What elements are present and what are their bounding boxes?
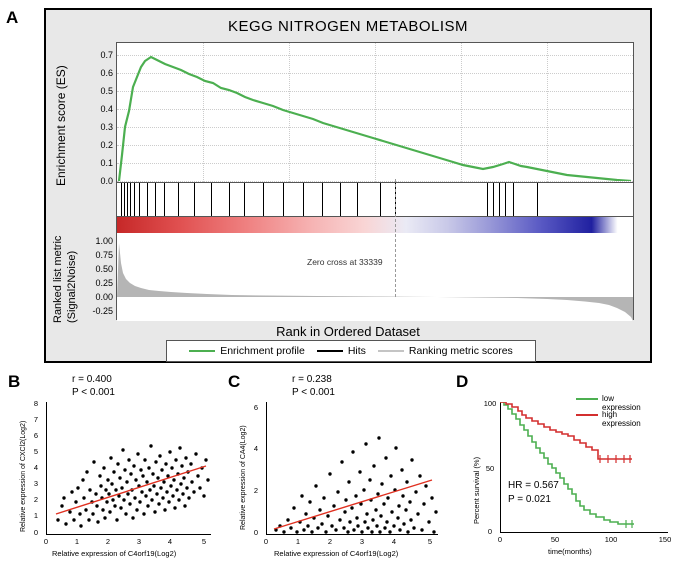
ranking-metric-scores [117, 233, 633, 321]
panel-b-ytick-8: 8 [33, 399, 39, 408]
panel-b-scatter [46, 402, 214, 536]
panel-c-y-axis-title: Relative expression of CA4(Log2) [240, 425, 247, 530]
panel-b-ytick-0: 0 [33, 528, 39, 537]
panel-b [8, 372, 218, 567]
panel-c-xtick-0: 0 [263, 537, 269, 546]
panel-c-scatter [266, 402, 440, 536]
legend-swatch-low-expression [576, 398, 598, 400]
panel-c-xtick-5: 5 [427, 537, 433, 546]
panel-d-xtick-100: 100 [604, 535, 618, 544]
panel-b-xtick-1: 1 [74, 537, 80, 546]
panel-b-ytick-7: 7 [33, 415, 39, 424]
gsea-title: KEGG NITROGEN METABOLISM [227, 18, 469, 35]
legend-swatch-enrichment-profile [189, 350, 215, 352]
panel-b-ytick-2: 2 [33, 495, 39, 504]
panel-b-x-axis-title: Relative expression of C4orf19(Log2) [52, 549, 177, 558]
legend-label-hits: Hits [347, 345, 366, 357]
panel-b-xtick-3: 3 [136, 537, 142, 546]
legend-item-ranking-metric [378, 345, 513, 357]
legend-item-hits [317, 345, 366, 357]
panel-d-p-value: P = 0.021 [508, 494, 551, 505]
panel-b-r-value: r = 0.400 [72, 374, 112, 385]
panel-d [456, 372, 684, 567]
panel-b-xtick-2: 2 [105, 537, 111, 546]
panel-b-xtick-0: 0 [43, 537, 49, 546]
panel-b-xtick-5: 5 [201, 537, 207, 546]
panel-d-ytick-0: 0 [487, 527, 493, 536]
gsea-panel [44, 8, 652, 363]
panel-c [228, 372, 443, 567]
panel-letter-c: C [228, 372, 241, 391]
legend-label-ranking-metric: Ranking metric scores [408, 345, 513, 357]
panel-c-xtick-3: 3 [359, 537, 365, 546]
zero-cross-dash [395, 179, 396, 297]
panel-d-km-curves [500, 402, 670, 534]
legend-label-enrichment-profile: Enrichment profile [220, 345, 305, 357]
panel-c-ytick-4: 4 [253, 444, 259, 453]
panel-c-ytick-6: 6 [253, 403, 259, 412]
panel-c-ytick-2: 2 [253, 486, 259, 495]
enrichment-curve [117, 43, 633, 181]
panel-b-ytick-6: 6 [33, 431, 39, 440]
panel-b-ytick-3: 3 [33, 479, 39, 488]
panel-b-xtick-4: 4 [167, 537, 173, 546]
panel-d-x-axis-title: time(months) [548, 547, 592, 556]
panel-b-ytick-1: 1 [33, 511, 39, 520]
panel-b-p-value: P < 0.001 [72, 387, 115, 398]
enrichment-score-axis-label: Enrichment score (ES) [54, 65, 68, 186]
panel-c-ytick-0: 0 [253, 528, 259, 537]
zero-cross-label: Zero cross at 33339 [307, 257, 383, 267]
gsea-legend [166, 340, 536, 362]
panel-b-ytick-5: 5 [33, 447, 39, 456]
panel-b-ytick-4: 4 [33, 463, 39, 472]
panel-d-y-axis-title: Percent survival (%) [472, 456, 481, 524]
ranking-metric-subplot: 1.00 0.75 0.50 0.25 0.00 -0.25 Zero cross at 33339 [117, 233, 633, 321]
correlation-heat-bar [117, 217, 633, 233]
panel-d-xtick-0: 0 [497, 535, 503, 544]
ranked-list-metric-axis-label: Ranked list metric (Signal2Noise) [52, 235, 78, 323]
panel-d-xtick-50: 50 [550, 535, 560, 544]
panel-b-y-axis-title: Relative expression of CXCl2(Log2) [20, 420, 27, 532]
panel-c-p-value: P < 0.001 [292, 387, 335, 398]
legend-swatch-hits [317, 350, 343, 352]
panel-letter-a: A [6, 8, 19, 27]
panel-d-ytick-100: 100 [483, 399, 497, 408]
legend-label-high-expression: high expression [602, 410, 641, 428]
hits-subplot [117, 183, 633, 217]
panel-c-xtick-1: 1 [295, 537, 301, 546]
legend-item-enrichment-profile [189, 345, 305, 357]
gsea-plot-area [92, 42, 634, 320]
panel-c-xtick-2: 2 [327, 537, 333, 546]
legend-swatch-ranking-metric [378, 350, 404, 352]
panel-d-hr-value: HR = 0.567 [508, 480, 559, 491]
enrichment-profile-subplot: 0.7 0.6 0.5 0.4 0.3 0.2 0.1 0.0 [117, 43, 633, 183]
panel-d-xtick-150: 150 [658, 535, 672, 544]
panel-letter-d: D [456, 372, 469, 391]
panel-c-r-value: r = 0.238 [292, 374, 332, 385]
legend-label-low-expression: low expression [602, 394, 641, 412]
panel-letter-b: B [8, 372, 21, 391]
panel-c-x-axis-title: Relative expression of C4orf19(Log2) [274, 549, 399, 558]
panel-d-ytick-50: 50 [485, 464, 495, 473]
panel-c-xtick-4: 4 [391, 537, 397, 546]
gsea-x-axis-label: Rank in Ordered Dataset [276, 324, 420, 339]
